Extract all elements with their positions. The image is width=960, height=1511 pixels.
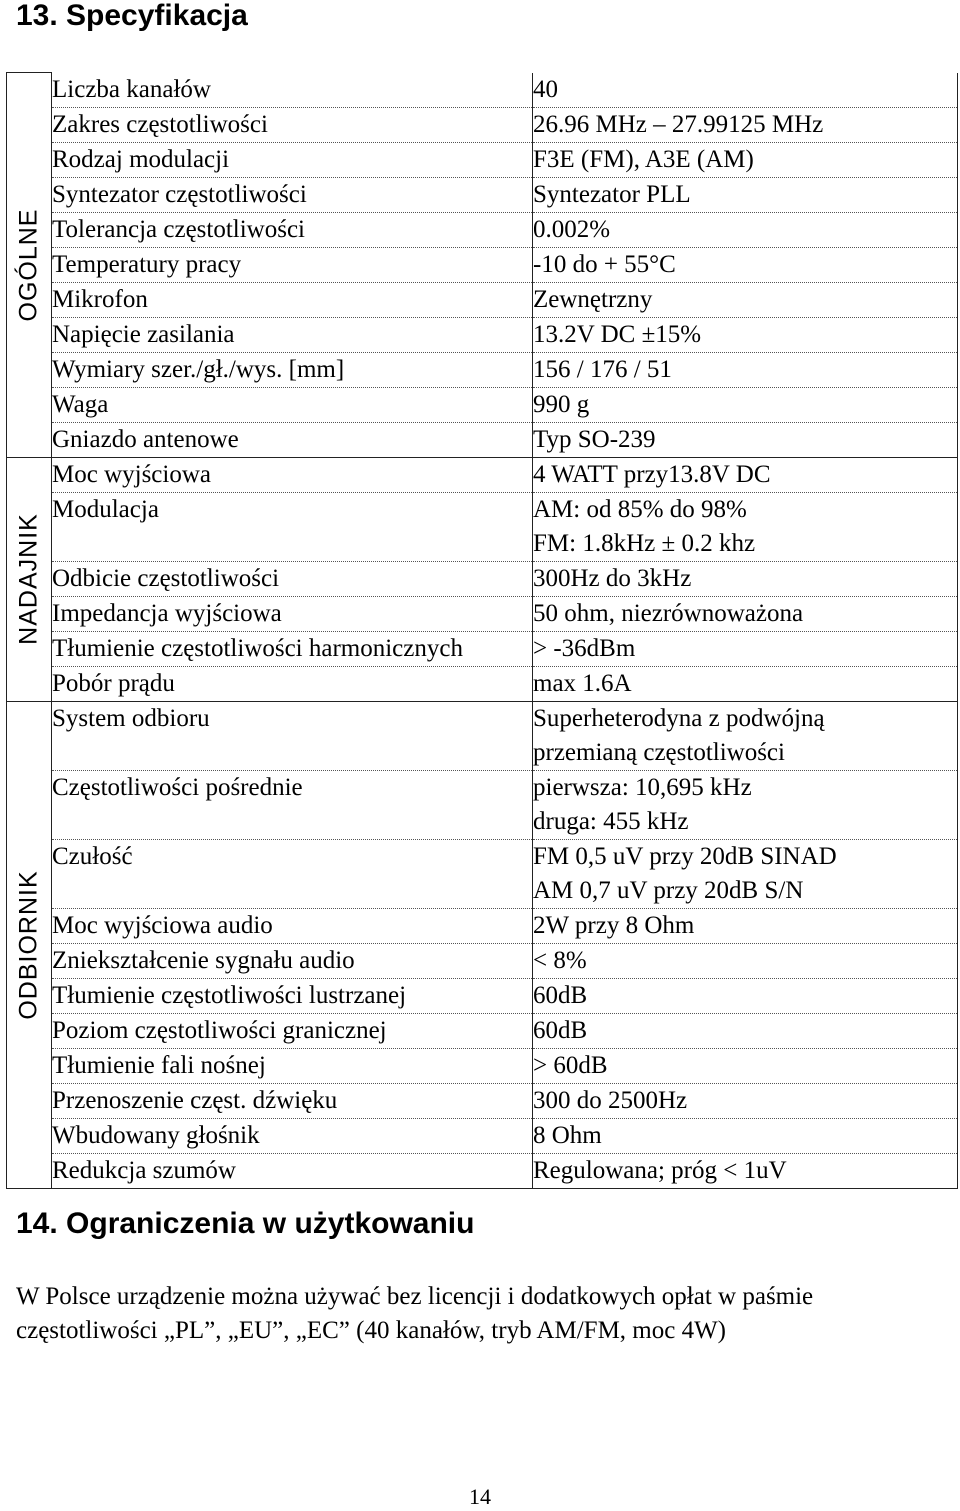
spec-row	[7, 561, 958, 596]
spec-row	[7, 1048, 958, 1083]
spec-value	[533, 422, 958, 457]
spec-value-line: 60dB	[533, 1016, 588, 1044]
spec-row	[7, 1153, 958, 1188]
spec-value-line: AM 0,7 uV przy 20dB S/N	[533, 876, 804, 904]
spec-value-line: F3E (FM), A3E (AM)	[533, 145, 754, 173]
spec-label: Poziom częstotliwości granicznej	[52, 1013, 533, 1048]
spec-value-line: 26.96 MHz – 27.99125 MHz	[533, 110, 824, 138]
spec-value-line: max 1.6A	[533, 669, 632, 697]
spec-value	[533, 1013, 958, 1048]
spec-value-line: 4 WATT przy13.8V DC	[533, 460, 771, 488]
spec-value-line: 156 / 176 / 51	[533, 355, 672, 383]
spec-value	[533, 457, 958, 492]
spec-row	[7, 387, 958, 422]
spec-label: Liczba kanałów	[52, 73, 533, 108]
spec-row	[7, 701, 958, 770]
specification-table	[6, 72, 958, 1189]
spec-value	[533, 142, 958, 177]
spec-row	[7, 978, 958, 1013]
spec-value	[533, 387, 958, 422]
spec-value-line: > -36dBm	[533, 634, 636, 662]
spec-row	[7, 492, 958, 561]
spec-value-line: Syntezator PLL	[533, 180, 691, 208]
spec-row	[7, 908, 958, 943]
spec-row	[7, 282, 958, 317]
spec-value	[533, 352, 958, 387]
spec-value-line: 300 do 2500Hz	[533, 1086, 688, 1114]
spec-label: Impedancja wyjściowa	[52, 596, 533, 631]
spec-value	[533, 247, 958, 282]
section-label: ODBIORNIK	[14, 869, 43, 1020]
section-label: OGÓLNE	[14, 208, 43, 322]
spec-row	[7, 73, 958, 108]
spec-value-line: 8 Ohm	[533, 1121, 602, 1149]
spec-row	[7, 1083, 958, 1118]
spec-label: Czułość	[52, 839, 533, 908]
section-heading-usage-limits: 14. Ograniczenia w użytkowaniu	[16, 1207, 475, 1240]
spec-value	[533, 631, 958, 666]
spec-value-line: 0.002%	[533, 215, 611, 243]
spec-label: Rodzaj modulacji	[52, 142, 533, 177]
spec-row	[7, 212, 958, 247]
spec-value	[533, 839, 958, 908]
spec-label: Odbicie częstotliwości	[52, 561, 533, 596]
spec-label: Syntezator częstotliwości	[52, 177, 533, 212]
spec-row	[7, 177, 958, 212]
spec-label: Częstotliwości pośrednie	[52, 770, 533, 839]
spec-row	[7, 1013, 958, 1048]
spec-value-line: 990 g	[533, 390, 590, 418]
spec-value	[533, 1153, 958, 1188]
spec-value	[533, 212, 958, 247]
spec-value-line: 2W przy 8 Ohm	[533, 911, 695, 939]
usage-limits-paragraph: W Polsce urządzenie można używać bez licencji i dodatkowych opłat w paśmie częstotliwości „PL”, „EU”, „EC” (40 kanałów, tryb AM/FM, moc 4W)	[16, 1283, 814, 1344]
spec-value	[533, 282, 958, 317]
spec-label: Moc wyjściowa audio	[52, 908, 533, 943]
spec-label: Wymiary szer./gł./wys. [mm]	[52, 352, 533, 387]
spec-row	[7, 839, 958, 908]
spec-row	[7, 943, 958, 978]
spec-label: Tłumienie częstotliwości lustrzanej	[52, 978, 533, 1013]
spec-value	[533, 561, 958, 596]
spec-value-line: FM: 1.8kHz ± 0.2 khz	[533, 529, 756, 557]
spec-label: Pobór prądu	[52, 666, 533, 701]
spec-value	[533, 492, 958, 561]
spec-label: Gniazdo antenowe	[52, 422, 533, 457]
spec-value-line: 60dB	[533, 981, 588, 1009]
spec-value	[533, 666, 958, 701]
spec-value	[533, 177, 958, 212]
section-label: NADAJNIK	[14, 513, 43, 645]
spec-value	[533, 1118, 958, 1153]
spec-value	[533, 943, 958, 978]
spec-value	[533, 770, 958, 839]
spec-label: Napięcie zasilania	[52, 317, 533, 352]
spec-label: Waga	[52, 387, 533, 422]
spec-value-line: > 60dB	[533, 1051, 608, 1079]
spec-value	[533, 908, 958, 943]
spec-row	[7, 596, 958, 631]
spec-row	[7, 1118, 958, 1153]
spec-value	[533, 701, 958, 770]
spec-value	[533, 978, 958, 1013]
spec-value	[533, 1083, 958, 1118]
spec-row	[7, 142, 958, 177]
spec-value-line: Typ SO-239	[533, 425, 656, 453]
spec-label: Mikrofon	[52, 282, 533, 317]
spec-value-line: Superheterodyna z podwójną	[533, 704, 825, 732]
spec-value-line: przemianą częstotliwości	[533, 738, 785, 766]
spec-label: Przenoszenie częst. dźwięku	[52, 1083, 533, 1118]
spec-value-line: Zewnętrzny	[533, 285, 653, 313]
spec-row	[7, 317, 958, 352]
spec-row	[7, 631, 958, 666]
spec-label: Tolerancja częstotliwości	[52, 212, 533, 247]
spec-label: Zakres częstotliwości	[52, 107, 533, 142]
page-number: 14	[469, 1484, 491, 1509]
spec-label: Moc wyjściowa	[52, 457, 533, 492]
spec-label: Wbudowany głośnik	[52, 1118, 533, 1153]
spec-value-line: 300Hz do 3kHz	[533, 564, 692, 592]
section-cell	[7, 701, 52, 1188]
section-cell	[7, 73, 52, 458]
spec-value	[533, 317, 958, 352]
spec-row	[7, 247, 958, 282]
spec-value-line: 40	[533, 75, 558, 103]
spec-value-line: 13.2V DC ±15%	[533, 320, 702, 348]
spec-value-line: < 8%	[533, 946, 587, 974]
spec-row	[7, 770, 958, 839]
spec-value	[533, 107, 958, 142]
spec-row	[7, 666, 958, 701]
spec-row	[7, 457, 958, 492]
spec-label: System odbioru	[52, 701, 533, 770]
section-cell	[7, 457, 52, 701]
spec-label: Zniekształcenie sygnału audio	[52, 943, 533, 978]
spec-value-line: Regulowana; próg < 1uV	[533, 1156, 787, 1184]
spec-value-line: -10 do + 55°C	[533, 250, 676, 278]
spec-value-line: FM 0,5 uV przy 20dB SINAD	[533, 842, 837, 870]
section-heading-specification: 13. Specyfikacja	[16, 0, 248, 32]
spec-row	[7, 352, 958, 387]
spec-label: Redukcja szumów	[52, 1153, 533, 1188]
spec-value-line: AM: od 85% do 98%	[533, 495, 747, 523]
spec-row	[7, 107, 958, 142]
spec-value	[533, 73, 958, 108]
spec-row	[7, 422, 958, 457]
spec-value-line: 50 ohm, niezrównoważona	[533, 599, 804, 627]
spec-value-line: pierwsza: 10,695 kHz	[533, 773, 752, 801]
spec-value	[533, 596, 958, 631]
spec-value-line: druga: 455 kHz	[533, 807, 689, 835]
spec-value	[533, 1048, 958, 1083]
spec-label: Modulacja	[52, 492, 533, 561]
spec-label: Tłumienie fali nośnej	[52, 1048, 533, 1083]
spec-label: Temperatury pracy	[52, 247, 533, 282]
spec-label: Tłumienie częstotliwości harmonicznych	[52, 631, 533, 666]
